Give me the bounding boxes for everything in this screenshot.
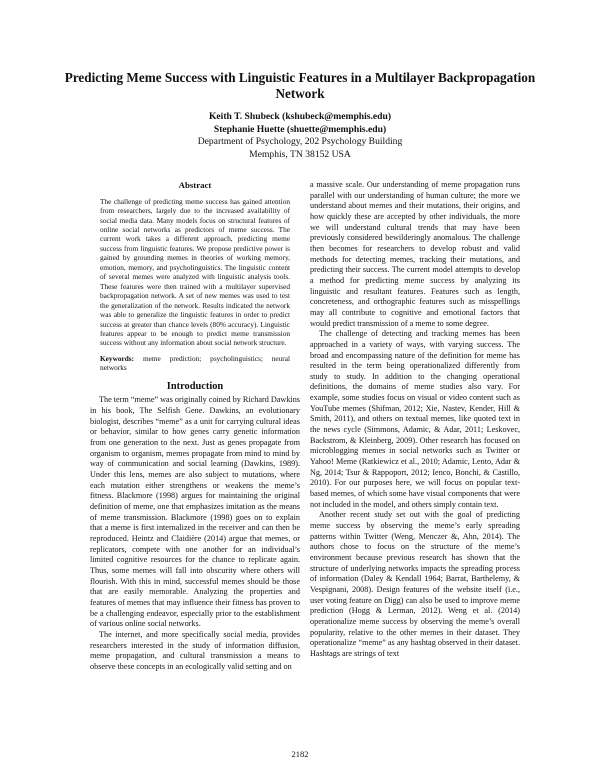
left-column bbox=[90, 180, 300, 673]
paper-title: Predicting Meme Success with Linguistic Features in a Multilayer Backpropagation Network bbox=[64, 70, 536, 101]
body-paragraph: The challenge of detecting and tracking memes has been approached in a variety of ways, with varying success. The broad and encompassing nature of the definition for meme has resulted in the term being operationalized differently from study to study. In addition to the changing operational definitions, the domains of meme studies also vary. For example, some studies focus on visual or video content such as YouTube memes (Shifman, 2012; Xie, Nastev, Kender, Hill & Smith, 2011), and others on textual memes, like quoted text in the news cycle (Simmons, Adamic, & Adar, 2011; Leskovec, Backstrom, & Kleinberg, 2009). Other research has focused on microblogging memes in social networks such as Twitter or Yahoo! Meme (Ratkiewicz et al., 2010; Adamic, Lento, Adar & Ng, 2014; Tsur & Rappoport, 2012; Ienco, Bonchi, & Castillo, 2010). For our purposes here, we will focus on popular text-based memes, of which some have visual components that were not included in the model, and others simply contain text. bbox=[310, 329, 520, 509]
keywords-text: meme prediction; psycholinguistics; neural networks bbox=[100, 353, 290, 373]
author-2: Stephanie Huette (shuette@memphis.edu) bbox=[213, 123, 387, 135]
affiliation-line-1: Department of Psychology, 202 Psychology Building bbox=[197, 136, 403, 148]
body-paragraph: a massive scale. Our understanding of meme propagation runs parallel with our understanding of human culture; the more we understand about memes and their mutations, their origins, and how quickly these are accepted by other individuals, the more we will understand cultural trends that may have been previously considered bewilderingly anomalous. The challenge then becomes for researchers to develop robust and valid methods for detecting memes, tracking their mutations, and predicting their success. The current model attempts to develop a method for predicting meme success by analyzing its linguistic and resultant features. Features such as length, concreteness, and orthographic features such as misspellings may all contribute to cognitive and emotional factors that would predict transmission of a meme to some degree. bbox=[310, 180, 520, 328]
abstract-text: The challenge of predicting meme success has gained attention from researchers, largely due to the increased availability of social media data. Many models focus on structural features of online social networks as predictors of meme success. The current work takes a different approach, predicting meme success from linguistic features. We propose predictive power is gained by grounding memes in theories of working memory, emotion, memory, and psycholinguistics. The linguistic content of several memes were analyzed with linguistic analysis tools. These features were then trained with a multilayer supervised backpropagation network. A set of new memes was used to test the generalization of the network. Results indicated the network was able to generalize the linguistic features in order to predict success at greater than chance levels (80% accuracy). Linguistic features appear to be enough to predict meme transmission success without any information about social network structure. bbox=[100, 196, 290, 348]
affiliation-line-2: Memphis, TN 38152 USA bbox=[249, 148, 351, 160]
keywords-label: Keywords: bbox=[100, 353, 135, 363]
body-paragraph: Another recent study set out with the goal of predicting meme success by observing the meme’s early spreading patterns within Twitter (Weng, Menczer &, Ahn, 2014). The authors chose to focus on the structure of the meme’s environment because previous research has shown that the structure of underlying networks impacts the spreading process of information (Daley & Kendall 1964; Barrat, Barthelemy, & Vespignani, 2008). Design features of the website itself (i.e., user voting feature on Digg) can also be used to improve meme prediction (Hogg & Lerman, 2012). Weng et al. (2014) operationalize meme success by observing the meme’s overall popularity, relative to the other memes in their dataset. They operationalize “meme” as any hashtag observed in their dataset. Hashtags are strings of text bbox=[310, 510, 520, 658]
right-column bbox=[310, 180, 520, 660]
author-1: Keith T. Shubeck (kshubeck@memphis.edu) bbox=[208, 111, 392, 122]
keywords-line bbox=[100, 354, 290, 373]
body-paragraph: The internet, and more specifically social media, provides researchers interested in the study of information diffusion, meme propagation, and cultural transmission a means to observe these concepts in an ecologically valid setting and on bbox=[90, 629, 300, 671]
introduction-heading: Introduction bbox=[166, 380, 224, 392]
page-number: 2182 bbox=[291, 749, 309, 759]
author-block bbox=[60, 111, 540, 161]
abstract-heading: Abstract bbox=[178, 180, 212, 190]
body-paragraph: The term “meme” was originally coined by Richard Dawkins in his book, The Selfish Gene. Dawkins, an evolutionary biologist, describes “meme” as a unit for carrying cultural ideas or behavior, similar to how genes carry genetic information from one generation to the next. Just as genes propagate from organism to organism, memes propagate from mind to mind by way of communication and social learning (Dawkins, 1989). Under this lens, memes are also subject to mutations, where each mutation either strengthens or weakens the meme’s fitness. Blackmore (1998) argues for maintaining the original definition of meme, one that emphasizes imitation as the means of meme transmission. Blackmore (1998) goes on to explain that a meme is first internalized in the receiver and can then be reproduced. Heintz and Claidière (2014) argue that memes, or replicators, compete with one another for an individual’s limited cognitive resources for the chance to replicate again. Thus, some memes will fall into obscurity where others will flourish. With this in mind, successful memes should be those that are easily memorable. Analyzing the properties and features of memes that may influence their fitness has proven to be a challenging endeavor, especially prior to the establishment of various online social networks. bbox=[90, 395, 300, 629]
